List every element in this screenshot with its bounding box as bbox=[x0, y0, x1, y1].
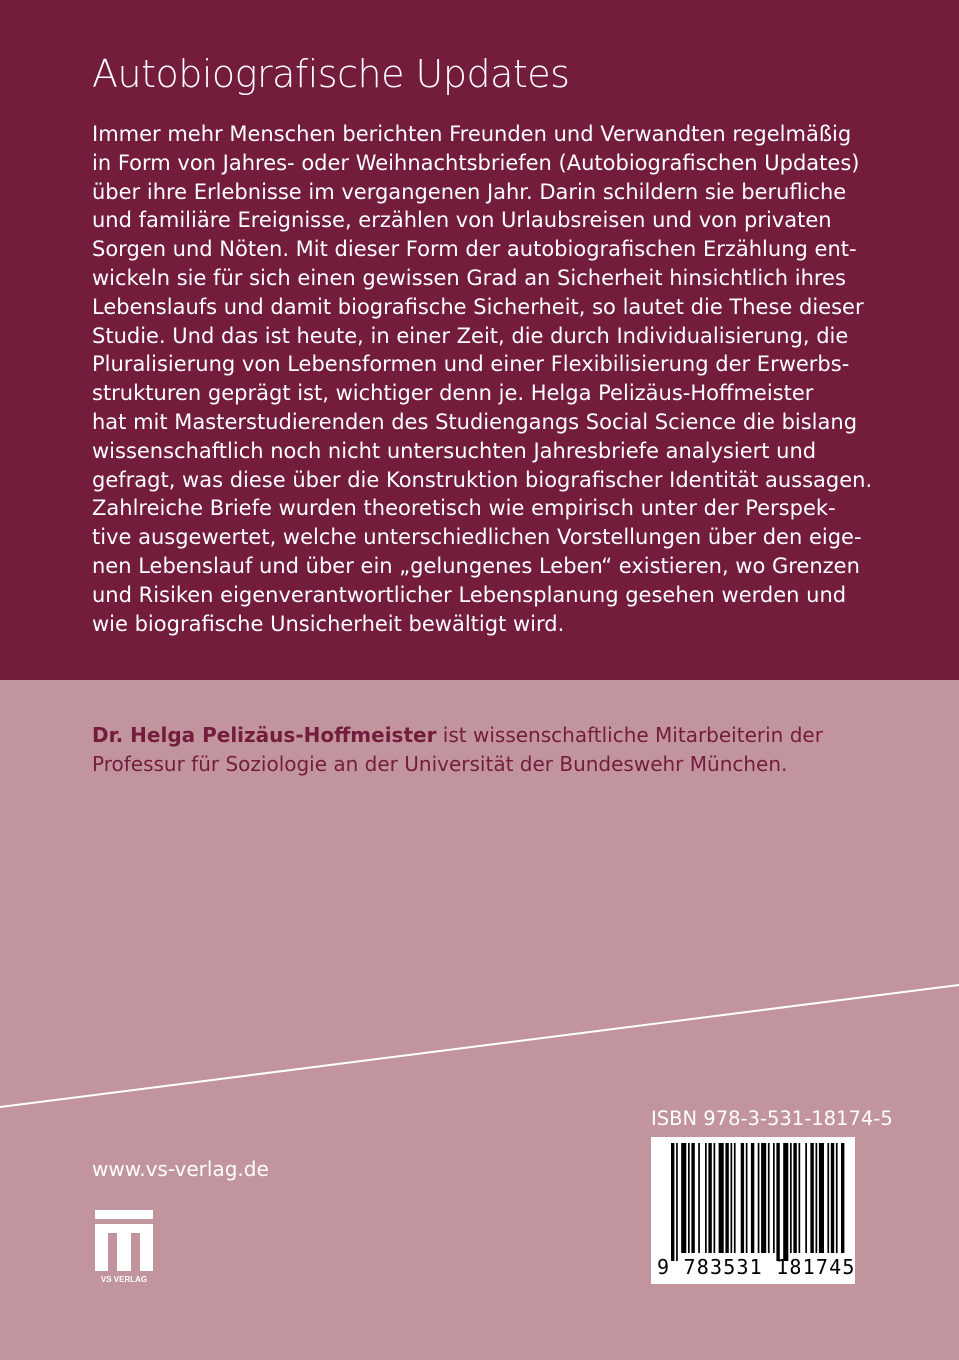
barcode-bar bbox=[719, 1143, 724, 1253]
description-line: Sorgen und Nöten. Mit dieser Form der autobiografischen Erzählung ent- bbox=[92, 237, 857, 262]
barcode-bar bbox=[810, 1143, 813, 1253]
barcode-bar bbox=[746, 1143, 748, 1253]
barcode-bar bbox=[836, 1143, 838, 1253]
barcode-bar bbox=[708, 1143, 711, 1253]
barcode-bar bbox=[714, 1143, 716, 1253]
description-line: Zahlreiche Briefe wurden theoretisch wie empirisch unter der Perspek- bbox=[92, 496, 836, 521]
barcode-bar bbox=[758, 1143, 760, 1253]
barcode-bar bbox=[734, 1143, 736, 1253]
author-bio-line: Professur für Soziologie an der Universität der Bundeswehr München. bbox=[92, 751, 788, 776]
isbn-label: ISBN 978-3-531-18174-5 bbox=[651, 1107, 893, 1130]
description-line: und familiäre Ereignisse, erzählen von Urlaubsreisen und von privaten bbox=[92, 208, 832, 233]
barcode-bar bbox=[691, 1143, 694, 1253]
description-line: und Risiken eigenverantwortlicher Lebensplanung gesehen werden und bbox=[92, 582, 847, 607]
barcode-bar bbox=[805, 1143, 807, 1253]
barcode-bar bbox=[751, 1143, 754, 1253]
description-line: strukturen geprägt ist, wichtiger denn je. Helga Pelizäus-Hoffmeister bbox=[92, 381, 814, 406]
barcode-bar bbox=[799, 1143, 801, 1253]
description-line: hat mit Masterstudierenden des Studiengangs Social Science die bislang bbox=[92, 409, 858, 434]
author-role: ist wissenschaftliche Mitarbeiterin der bbox=[436, 723, 823, 747]
barcode-digits: 9 783531 181745 bbox=[657, 1255, 856, 1279]
barcode-bar bbox=[705, 1143, 707, 1253]
barcode-bar bbox=[681, 1143, 686, 1253]
barcode-bar bbox=[783, 1143, 788, 1261]
vs-verlag-logo-icon bbox=[95, 1210, 153, 1284]
barcode-bar bbox=[768, 1143, 770, 1253]
description-line: gefragt, was diese über die Konstruktion biografischer Identität aussagen. bbox=[92, 467, 873, 492]
barcode-bar bbox=[761, 1143, 766, 1253]
barcode-bar bbox=[816, 1143, 818, 1253]
description-line: wickeln sie für sich einen gewissen Grad an Sicherheit hinsichtlich ihres bbox=[92, 265, 846, 290]
description-line: tive ausgewertet, welche unterschiedlichen Vorstellungen über den eige- bbox=[92, 525, 862, 550]
publisher-logo-text: VS VERLAG bbox=[100, 1275, 148, 1284]
book-title: Autobiografische Updates bbox=[92, 52, 570, 96]
description-line: nen Lebenslauf und über ein „gelungenes Leben“ existieren, wo Grenzen bbox=[92, 553, 860, 578]
author-name: Dr. Helga Pelizäus-Hoffmeister bbox=[92, 723, 437, 747]
description-line: Pluralisierung von Lebensformen und einer Flexibilisierung der Erwerbs- bbox=[92, 352, 850, 377]
publisher-website: www.vs-verlag.de bbox=[92, 1157, 269, 1181]
barcode-bar bbox=[698, 1143, 700, 1253]
barcode-bar bbox=[688, 1143, 690, 1253]
barcode-bar bbox=[827, 1143, 829, 1253]
barcode-bar bbox=[731, 1143, 733, 1253]
barcode-bar bbox=[676, 1143, 678, 1261]
barcode-bar bbox=[793, 1143, 796, 1253]
description-line: Immer mehr Menschen berichten Freunden und Verwandten regelmäßig bbox=[92, 122, 852, 146]
description-line: wissenschaftlich noch nicht untersuchten Jahresbriefe analysiert und bbox=[92, 438, 817, 463]
barcode-bar bbox=[671, 1143, 674, 1261]
barcode-bar bbox=[773, 1143, 775, 1253]
barcode-bar bbox=[790, 1143, 792, 1253]
description-line: wie biografische Unsicherheit bewältigt wird. bbox=[92, 611, 565, 636]
barcode-bar bbox=[841, 1143, 844, 1253]
description-line: in Form von Jahres- oder Weihnachtsbriefen (Autobiografischen Updates) bbox=[92, 150, 860, 175]
description-line: Lebenslaufs und damit biografische Sicherheit, so lautet die These dieser bbox=[92, 294, 864, 319]
isbn-barcode bbox=[651, 1137, 855, 1284]
barcode-bar bbox=[741, 1143, 744, 1253]
description-line: Studie. Und das ist heute, in einer Zeit, die durch Individualisierung, die bbox=[92, 323, 849, 348]
barcode-bar bbox=[831, 1143, 834, 1253]
barcode-bar bbox=[819, 1143, 824, 1253]
barcode-bar bbox=[725, 1143, 728, 1253]
barcode-bar bbox=[776, 1143, 779, 1261]
description-line: über ihre Erlebnisse im vergangenen Jahr. Darin schildern sie berufliche bbox=[92, 179, 847, 204]
